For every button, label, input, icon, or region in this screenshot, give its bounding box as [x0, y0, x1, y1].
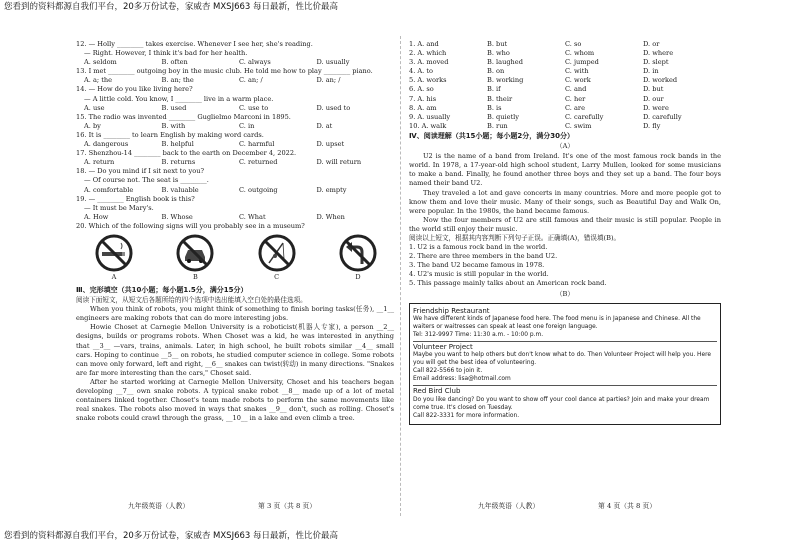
tf-statement: 5. This passage mainly talks about an American rock band. [409, 279, 607, 288]
notice-line: Maybe you want to help others but don't know what to do. Then Volunteer Project will help you. Here you will get the best idea of volunteering. [413, 352, 712, 367]
answer-option: A. dangerous [84, 140, 129, 149]
question-12-line: 12. — Holly ________ takes exercise. Whenever I see her, she's reading. [76, 40, 313, 48]
cloze-option-row [409, 113, 721, 122]
answer-option: A. seldom [84, 58, 117, 67]
question-14-line: 14. — How do you like living here? [76, 85, 193, 94]
tf-statement: 1. U2 is a famous rock band in the world. [409, 243, 548, 252]
answer-option: 10. A. walk [409, 121, 447, 130]
cloze-paragraph-3: After he started working at Carnegie Mellon University, Choset and his teachers began developing __7__ own snake robots. A typical snake robot __8__ made up of a lot of metal containers linked together. Choset's team made robots to perform the same movements like real snakes. The robots also moved in ways that snakes __9__ don't, such as rolling. Choset's snake robots could crawl through the grass, __10__ in a lake and even climb a tree. [76, 377, 394, 423]
answer-option: C. an; / [239, 76, 263, 85]
answer-option: B. who [487, 49, 510, 58]
no-left-turn-icon [338, 233, 378, 273]
question-19-options [84, 213, 394, 222]
answer-option: C. What [239, 212, 266, 221]
answer-option: 1. A. and [409, 40, 439, 48]
answer-option: C. whom [565, 49, 595, 58]
question-18-line: — Of course not. The seat is ________. [84, 176, 209, 185]
notice-title: Red Bird Club [413, 387, 461, 396]
answer-option: B. quietly [487, 112, 519, 121]
choice-questions [76, 40, 394, 231]
sign-c-label: C [274, 272, 280, 281]
cloze-option-row [409, 76, 721, 85]
section-4-title: Ⅳ、阅读理解（共15小题；每小题2分，满分30分） [409, 131, 575, 140]
answer-option: B. often [161, 58, 188, 67]
answer-option: D. were [643, 103, 669, 112]
notice-title: Volunteer Project [413, 343, 473, 351]
answer-option: C. harmful [239, 140, 275, 149]
no-smoking-icon [94, 233, 134, 273]
answer-option: B. is [487, 103, 502, 112]
cloze-paragraph-1: When you think of robots, you might think of something to finish boring tasks(任务), __1__ engineers are making robots that can do more interesting jobs. [76, 305, 394, 323]
question-16-line: 16. It is ________ to learn English by making word cards. [76, 130, 264, 139]
sign-d [330, 233, 386, 285]
answer-option: B. laughed [487, 58, 523, 67]
answer-option: 3. A. moved [409, 58, 449, 67]
cloze-option-row [409, 40, 721, 49]
question-19-line: 19. — ________ English book is this? [76, 194, 195, 203]
sign-a-label: A [111, 272, 117, 281]
page-divider [400, 36, 401, 516]
answer-option: A. by [84, 121, 101, 130]
answer-option: B. run [487, 121, 508, 130]
notices-box [409, 303, 721, 425]
sign-c [249, 233, 305, 285]
cloze-option-row [409, 104, 721, 113]
answer-option: D. will return [316, 158, 362, 167]
answer-option: C. swim [565, 121, 592, 130]
passage-a-paragraph-3: Now the four members of U2 are still famous and their music is still popular. People in the world still enjoy their music. [409, 215, 721, 233]
answer-option: C. always [239, 58, 271, 67]
sign-b-label: B [192, 272, 198, 281]
question-14-options [84, 104, 394, 113]
answer-option: C. use to [239, 103, 269, 112]
sign-d-label: D [355, 272, 361, 281]
question-17-line: 17. Shenzhou-14 ________ back to the earth on December 4, 2022. [76, 149, 297, 158]
answer-option: 5. A. works [409, 76, 447, 85]
tf-statement: 3. The band U2 became famous in 1978. [409, 261, 545, 270]
answer-option: 9. A. usually [409, 112, 451, 121]
no-cars-icon [175, 233, 215, 273]
answer-option: 4. A. to [409, 67, 433, 76]
answer-option: C. so [565, 40, 582, 48]
question-15-options [84, 122, 394, 131]
bottom-banner: 您看到的资料都源自我们平台，20多万份试卷，家威杏 MXSJ663 每日最新，性比价最高 [4, 531, 339, 541]
question-16-options [84, 140, 394, 149]
answer-option: C. jumped [565, 58, 599, 67]
answer-option: B. if [487, 85, 501, 94]
question-18-options [84, 186, 394, 195]
notice-title: Friendship Restaurant [413, 306, 490, 315]
passage-a-paragraph-1: U2 is the name of a band from Ireland. It's one of the most famous rock bands in the world. In 1978, a 17-year-old high school student, Larry Mullen, looked for some musicians to make a band. Finally, he found another three boys and they set up a band. The four boys named their band U2. [409, 152, 721, 188]
question-12-line: — Right. However, I think it's bad for her health. [84, 49, 248, 58]
cloze-option-row [409, 67, 721, 76]
answer-option: D. an; / [316, 76, 341, 85]
answer-option: D. or [643, 40, 660, 48]
answer-option: D. worked [643, 76, 678, 85]
question-15-line: 15. The radio was invented ________ Guglielmo Marconi in 1895. [76, 112, 291, 121]
cloze-option-row [409, 95, 721, 104]
answer-option: C. carefully [565, 112, 604, 121]
answer-option: D. fly [643, 121, 661, 130]
cloze-options [409, 40, 721, 131]
tf-instructions: 阅读以上短文，根据其内容判断下列句子正误。正确填(A)，错误填(B)。 [409, 233, 621, 242]
answer-option: D. carefully [643, 112, 682, 121]
passage-a-paragraph-2: They traveled a lot and gave concerts in many countries. More and more people got to know them and love their music. Many of their songs, such as Beautiful Day and Walk On, were popular. In the 1980s, the band became famous. [409, 188, 721, 215]
sign-a [86, 233, 142, 285]
answer-option: B. an; the [161, 76, 194, 85]
answer-option: B. but [487, 40, 508, 48]
cloze-option-row [409, 49, 721, 58]
answer-option: B. returns [161, 158, 196, 167]
cloze-option-row [409, 85, 721, 94]
answer-option: C. with [565, 67, 589, 76]
tf-statement: 2. There are three members in the band U2. [409, 252, 558, 261]
notice-line: Call 822-5566 to join it. [413, 368, 483, 375]
right-footer-page: 第 4 页（共 8 页） [598, 502, 657, 510]
notice-volunteer-project [413, 342, 717, 386]
answer-option: B. valuable [161, 185, 199, 194]
answer-option: D. in [643, 67, 659, 76]
tf-statements [409, 243, 721, 288]
answer-option: C. are [565, 103, 585, 112]
cloze-option-row [409, 122, 721, 131]
question-14-line: — A little cold. You know, I ________ live in a warm place. [84, 94, 274, 103]
notice-friendship-restaurant [413, 306, 717, 342]
passage-a-label: （A） [556, 142, 574, 151]
notice-red-bird-club [413, 386, 717, 421]
left-page [76, 40, 394, 423]
answer-option: B. their [487, 94, 513, 103]
sign-options [76, 231, 394, 285]
answer-option: D. at [316, 121, 333, 130]
section-3-title: Ⅲ、完形填空（共10小题；每小题1.5分，满分15分） [76, 285, 248, 294]
notice-line: We have different kinds of Japanese food here. The food menu is in Japanese and Chinese. All the waiters or waitresses can speak at least one foreign language. [413, 315, 701, 330]
answer-option: A. return [84, 158, 115, 167]
answer-option: D. our [643, 94, 664, 103]
tf-statement: 4. U2's music is still popular in the world. [409, 270, 549, 279]
answer-option: A. a; the [84, 76, 113, 85]
top-banner: 您看到的资料都源自我们平台，20多万份试卷，家威杏 MXSJ663 每日最新，性比价最高 [4, 2, 339, 12]
answer-option: D. usually [316, 58, 350, 67]
answer-option: B. working [487, 76, 524, 85]
answer-option: A. use [84, 103, 105, 112]
answer-option: C. in [239, 121, 255, 130]
answer-option: C. work [565, 76, 591, 85]
answer-option: D. where [643, 49, 674, 58]
notice-line: Email address: lisa@hotmail.com [413, 376, 511, 383]
left-footer-title: 九年级英语（人教） [128, 502, 190, 510]
answer-option: B. Whose [161, 212, 193, 221]
answer-option: B. with [161, 121, 186, 130]
question-13-line: 13. I met ________ outgoing boy in the music club. He told me how to play ________ piano. [76, 67, 373, 76]
right-footer-title: 九年级英语（人教） [478, 502, 540, 510]
answer-option: B. on [487, 67, 505, 76]
question-12-options [84, 58, 394, 67]
answer-option: 6. A. so [409, 85, 434, 94]
section-3-instructions: 阅读下面短文，从短文后各题所给的四个选项中选出能填入空白处的最佳选项。 [76, 296, 307, 305]
question-20-line: 20. Which of the following signs will you probably see in a museum? [76, 221, 305, 230]
answer-option: C. her [565, 94, 586, 103]
answer-option: D. used to [316, 103, 351, 112]
cloze-paragraph-2: Howie Choset at Carnegie Mellon University is a roboticist(机器人专家), a person __2__ designs, builds or programs robots. When Choset was a kid, he was interested in anything that __3__ —vars, trains, animals. Later, in high school, he built robots similar __4__ small cars. Hoping to continue __5__ on robots, he studied computer science in college. Some robots can move only forward, left and right, __6__ snakes can twist(转动) in many directions. "Snakes are far more interesting than the cars," Choset said. [76, 323, 394, 377]
answer-option: C. outgoing [239, 185, 278, 194]
answer-option: B. used [161, 103, 187, 112]
sign-b [167, 233, 223, 285]
answer-option: D. upset [316, 140, 345, 149]
notice-line: Tel: 312-9997 Time: 11:30 a.m. - 10:00 p.m. [413, 331, 544, 338]
answer-option: D. but [643, 85, 664, 94]
answer-option: C. returned [239, 158, 278, 167]
question-13-options [84, 76, 394, 85]
left-footer-page: 第 3 页（共 8 页） [258, 502, 317, 510]
answer-option: D. empty [316, 185, 347, 194]
answer-option: 8. A. am [409, 103, 437, 112]
answer-option: 2. A. which [409, 49, 447, 58]
answer-option: D. When [316, 212, 345, 221]
answer-option: C. and [565, 85, 587, 94]
right-page [409, 40, 721, 425]
answer-option: D. slept [643, 58, 669, 67]
answer-option: 7. A. his [409, 94, 437, 103]
notice-line: Do you like dancing? Do you want to show off your cool dance at parties? Join and make your dream come true. It's closed on Tuesday. [413, 396, 710, 411]
question-19-line: — It must be Mary's. [84, 203, 154, 212]
no-fishing-icon [257, 233, 297, 273]
answer-option: B. helpful [161, 140, 194, 149]
passage-b-label: （B） [555, 289, 575, 298]
cloze-option-row [409, 58, 721, 67]
question-17-options [84, 158, 394, 167]
answer-option: A. How [84, 212, 109, 221]
notice-line: Call 822-3331 for more information. [413, 412, 520, 419]
answer-option: A. comfortable [84, 185, 134, 194]
question-18-line: 18. — Do you mind if I sit next to you? [76, 167, 204, 176]
